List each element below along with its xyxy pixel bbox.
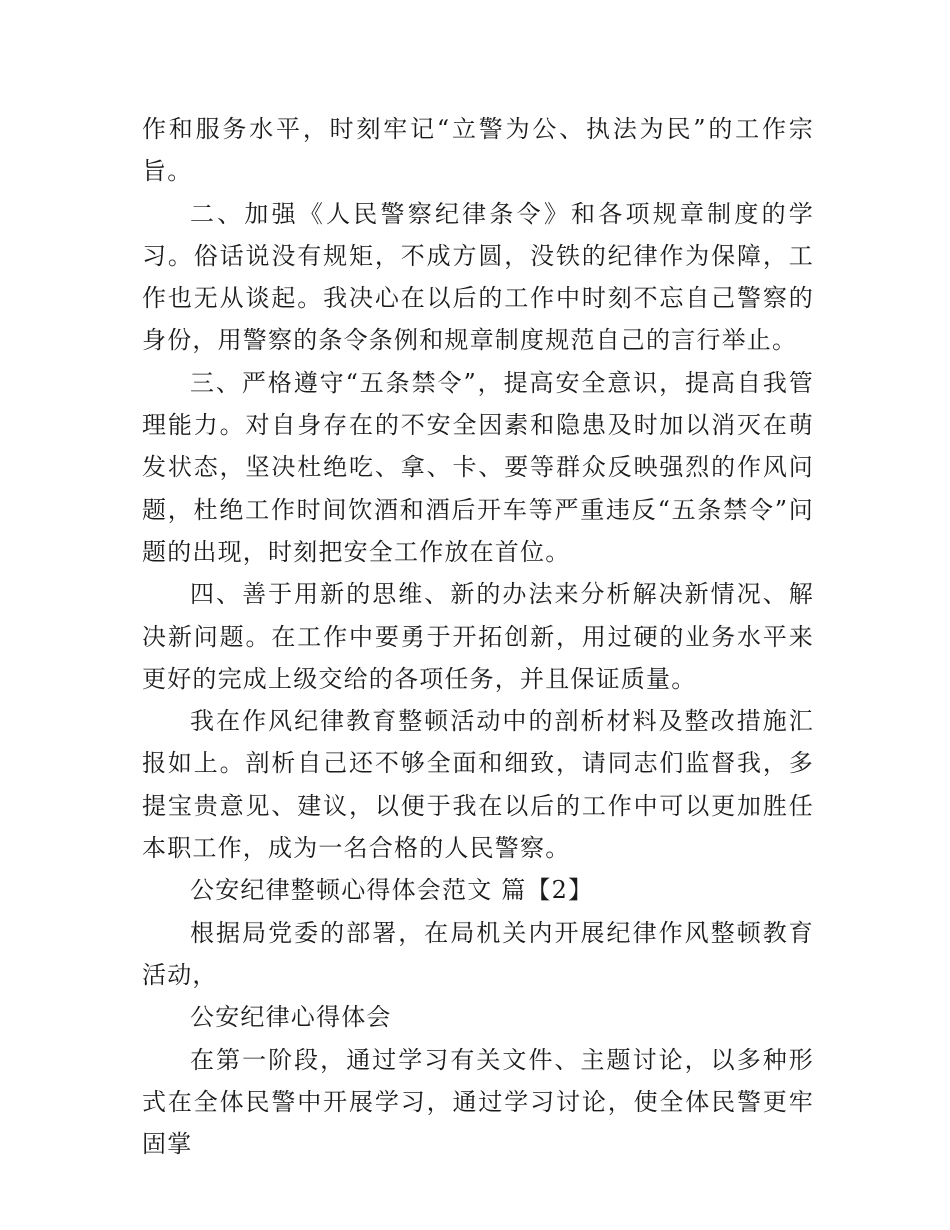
paragraph-item-4: 四、善于用新的思维、新的办法来分析解决新情况、解决新问题。在工作中要勇于开拓创新，用过硬的业务水平来更好的完成上级交给的各项任务，并且保证质量。 — [142, 580, 814, 693]
document-body — [142, 108, 814, 1165]
paragraph-intro: 根据局党委的部署，在局机关内开展纪律作风整顿教育活动， — [142, 918, 814, 989]
paragraph-item-3: 三、严格遵守“五条禁令”，提高安全意识，提高自我管理能力。对自身存在的不安全因素和隐患及时加以消灭在萌发状态，坚决杜绝吃、拿、卡、要等群众反映强烈的作风问题，杜绝工作时间饮酒和酒后开车等严重违反“五条禁令”问题的出现，时刻把安全工作放在首位。 — [142, 368, 814, 566]
paragraph-first-stage: 在第一阶段，通过学习有关文件、主题讨论，以多种形式在全体民警中开展学习，通过学习讨论，使全体民警更牢固掌 — [142, 1045, 814, 1159]
section-subheading: 公安纪律心得体会 — [190, 1003, 392, 1032]
paragraph-summary: 我在作风纪律教育整顿活动中的剖析材料及整改措施汇报如上。剖析自己还不够全面和细致，请同志们监督我，多提宝贵意见、建议，以便于我在以后的工作中可以更加胜任本职工作，成为一名合格的人民警察。 — [142, 707, 814, 863]
section-heading: 公安纪律整顿心得体会范文 篇【2】 — [190, 876, 594, 905]
paragraph-item-2: 二、加强《人民警察纪律条令》和各项规章制度的学习。俗话说没有规矩，不成方圆，没铁的纪律作为保障，工作也无从谈起。我决心在以后的工作中时刻不忘自己警察的身份，用警察的条令条例和规章制度规范自己的言行举止。 — [142, 199, 814, 355]
paragraph-continuation: 作和服务水平，时刻牢记“立警为公、执法为民”的工作宗旨。 — [142, 115, 814, 186]
